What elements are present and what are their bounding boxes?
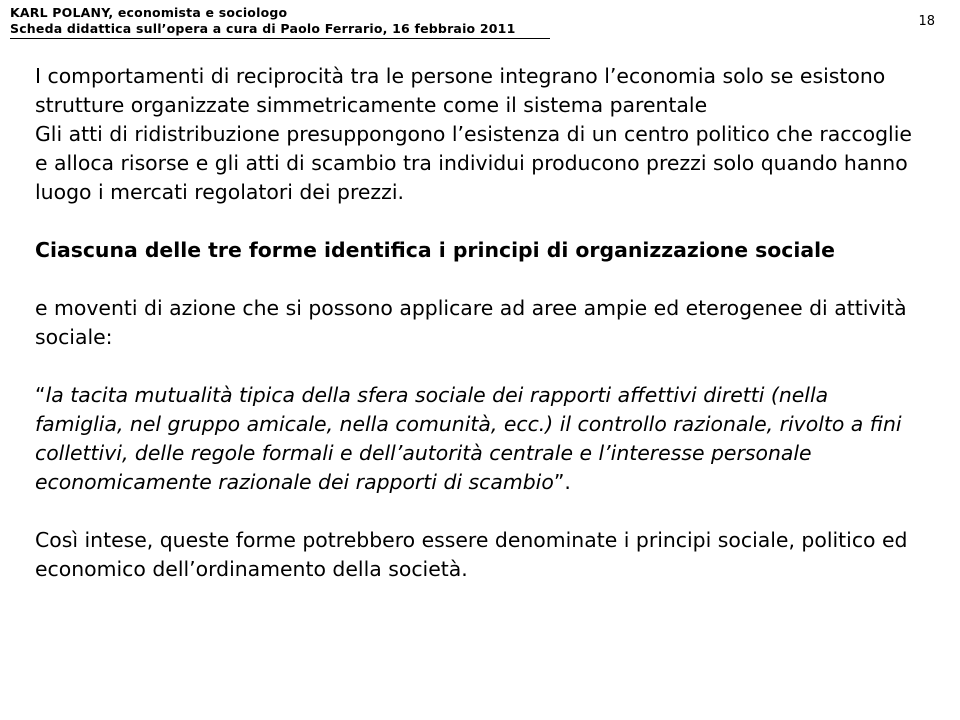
quote-text: la tacita mutualità tipica della sfera sociale dei rapporti affettivi diretti (nella famiglia, nel gruppo amicale, nella comunità, ecc.) il controllo razionale, rivolto a fini collettivi, delle regole formali e dell’autorità centrale e l’interesse personale economicamente razionale dei rapporti di scambio	[35, 383, 902, 494]
spacer	[35, 265, 915, 294]
paragraph-conclusion: Così intese, queste forme potrebbero essere denominate i principi sociale, politico ed economico dell’ordinamento della società.	[35, 528, 908, 581]
paragraph-reciprocity: I comportamenti di reciprocità tra le persone integrano l’economia solo se esistono strutture organizzate simmetricamente come il sistema parentale	[35, 64, 886, 117]
page-number: 18	[918, 14, 935, 29]
header-author-line: KARL POLANY, economista e sociologo	[10, 5, 288, 20]
paragraph-three-forms-heading: Ciascuna delle tre forme identifica i principi di organizzazione sociale	[35, 238, 835, 262]
page-header	[10, 5, 550, 39]
paragraph-motives: e moventi di azione che si possono applicare ad aree ampie ed eterogenee di attività sociale:	[35, 296, 907, 349]
paragraph-quote	[35, 381, 915, 497]
paragraph-redistribution: Gli atti di ridistribuzione presuppongono l’esistenza di un centro politico che raccoglie e alloca risorse e gli atti di scambio tra individui producono prezzi solo quando hanno luogo i mercati regolatori dei prezzi.	[35, 122, 912, 204]
spacer	[35, 207, 915, 236]
quote-close-mark: ”.	[553, 470, 571, 494]
spacer	[35, 352, 915, 381]
document-body	[35, 62, 915, 584]
spacer	[35, 497, 915, 526]
header-subtitle-line: Scheda didattica sull’opera a cura di Paolo Ferrario, 16 febbraio 2011	[10, 21, 516, 36]
quote-open-mark: “	[35, 383, 46, 407]
